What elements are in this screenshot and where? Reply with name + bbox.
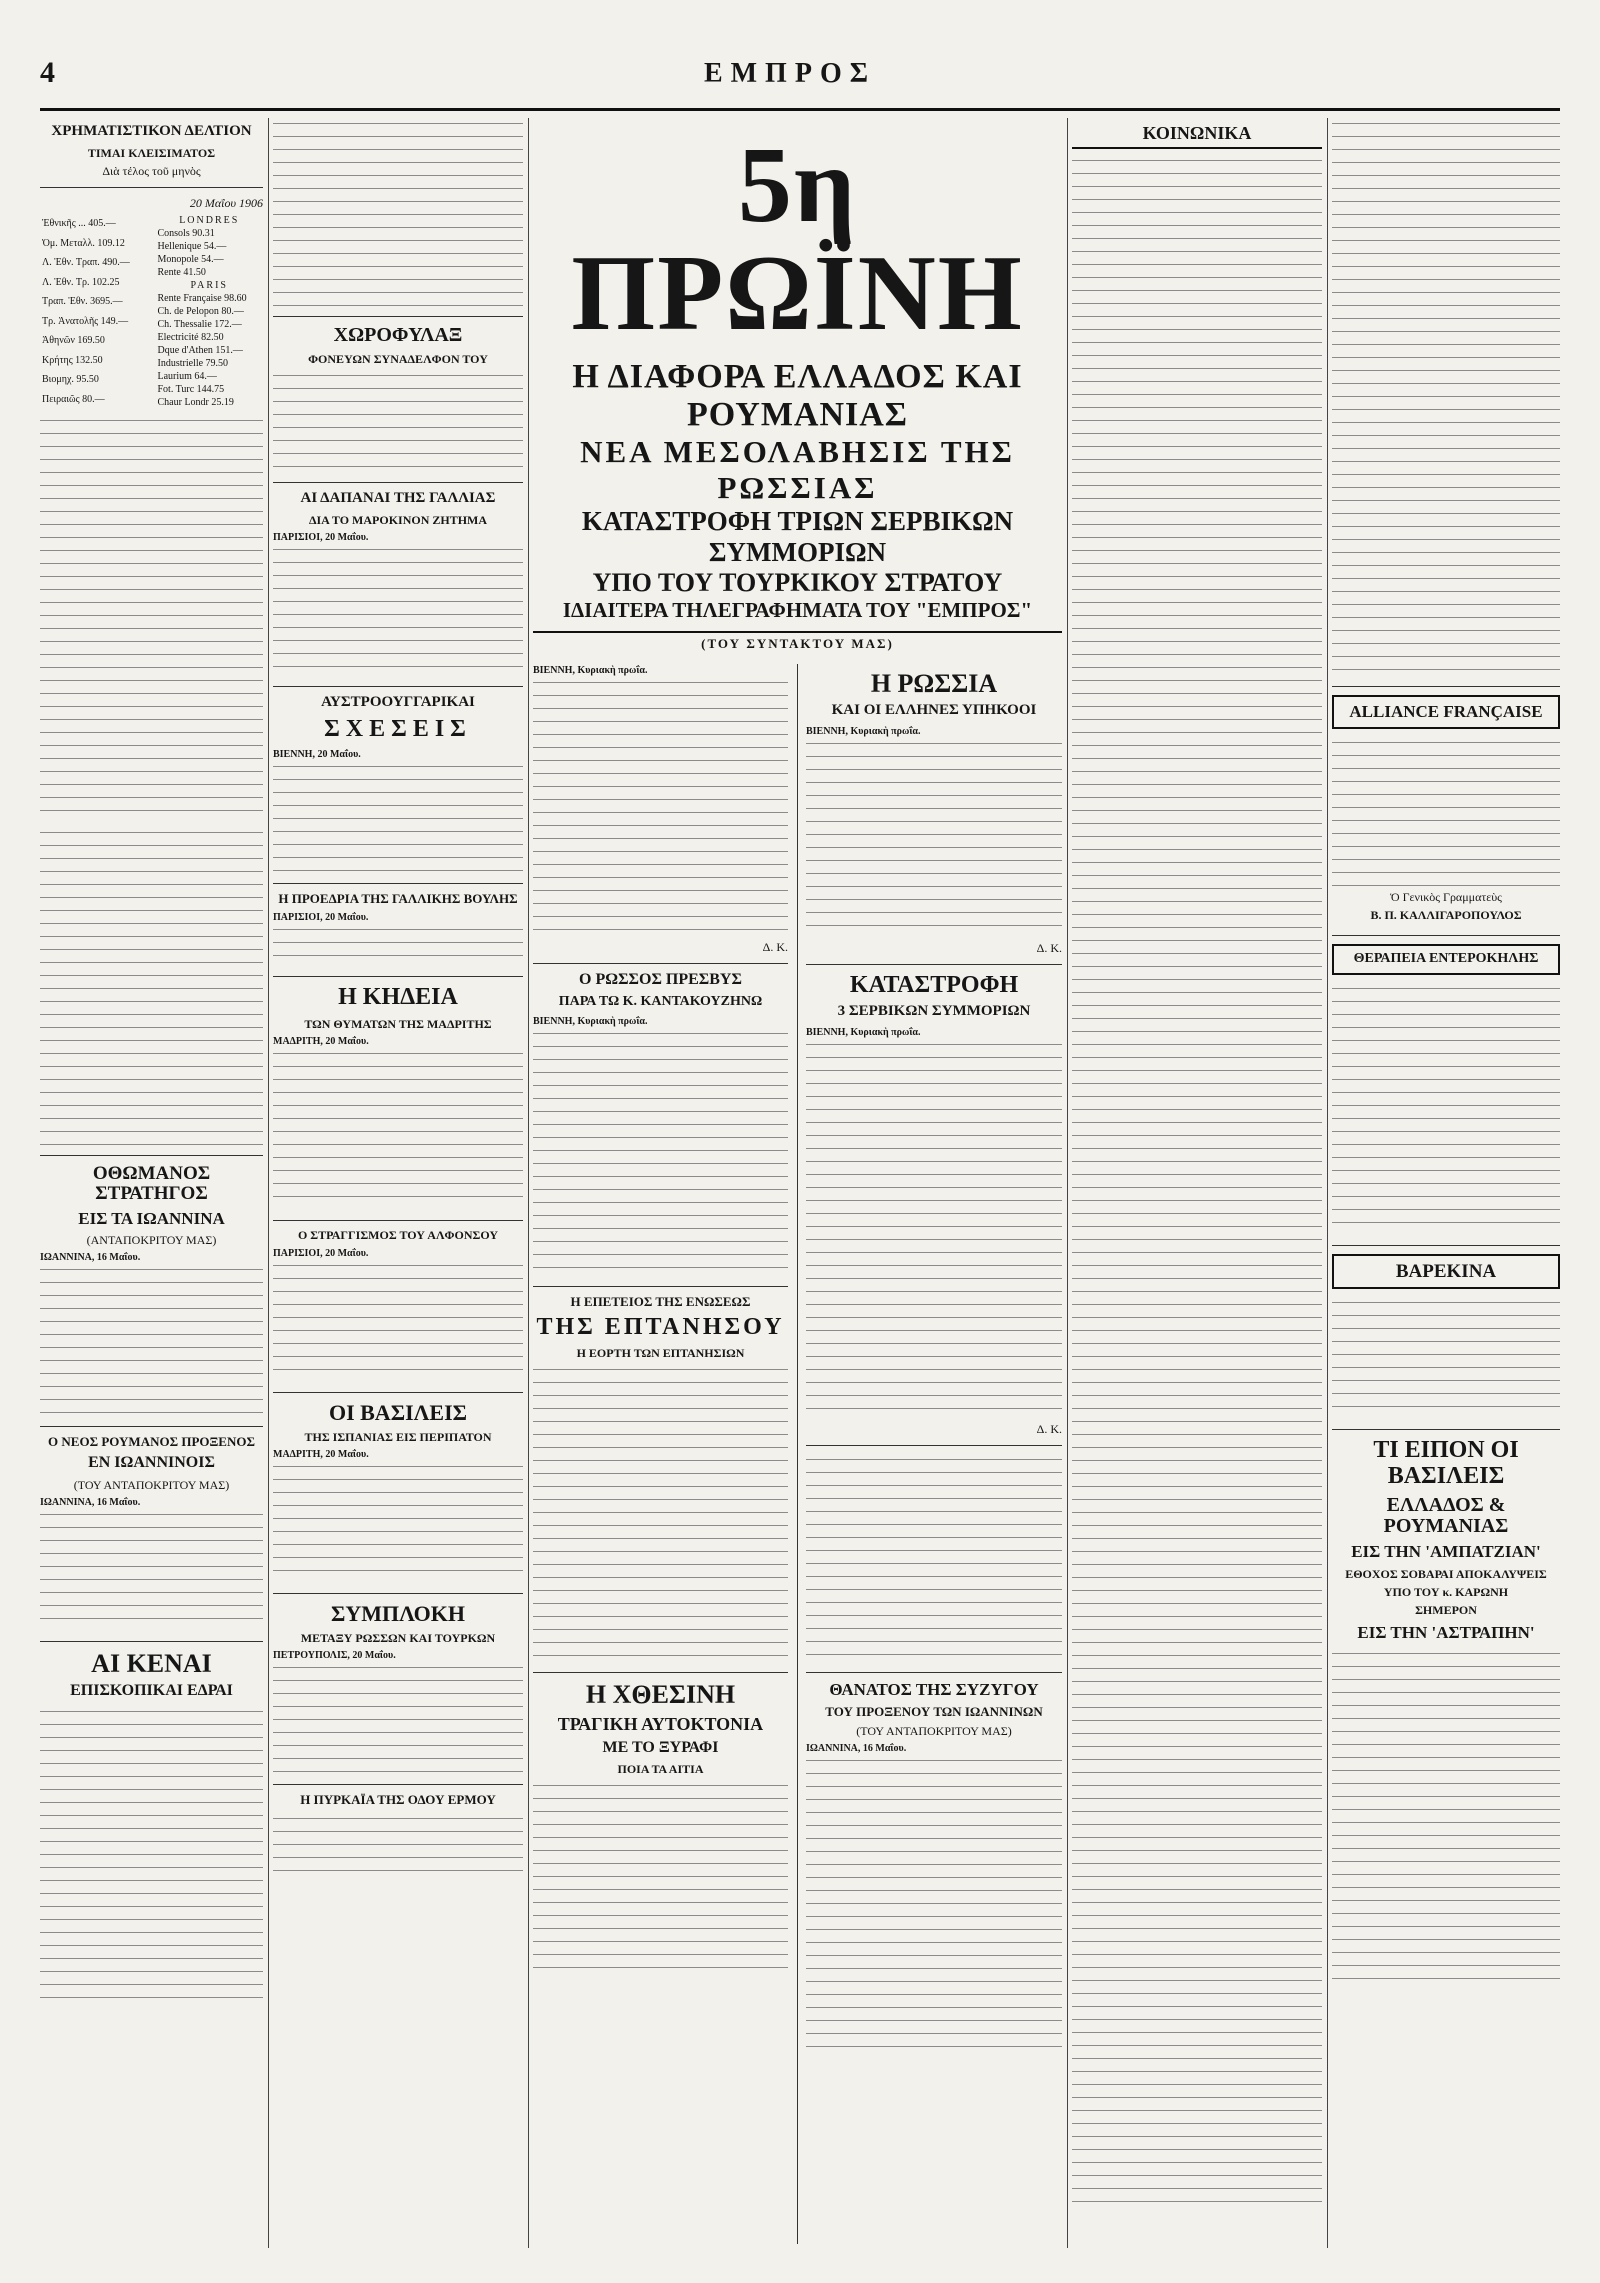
army-title: ΟΘΩΜΑΝΟΣ ΣΤΡΑΤΗΓΟΣ (92, 1162, 211, 1204)
parliament-article-text (40, 827, 263, 1147)
sees-subtitle: ΕΠΙΣΚΟΠΙΚΑΙ ΕΔΡΑΙ (70, 1682, 233, 1700)
bakery-text (1332, 1297, 1560, 1417)
center-right (806, 664, 1062, 2244)
suicide-subtitle: ΤΡΑΓΙΚΗ ΑΥΤΟΚΤΟΝΙΑ (557, 1713, 764, 1734)
bakery-notice (1332, 1254, 1560, 1418)
foreign-quotes (156, 214, 264, 409)
column-rule (797, 664, 798, 2244)
signature: Δ. Κ. (1036, 1421, 1062, 1436)
center-column (533, 118, 1062, 2248)
morocco-lead: ΠΑΡΙΣΙΟΙ, 20 Μαΐου. (273, 531, 369, 543)
guard-title: ΧΩΡΟΦΥΛΑΞ (333, 324, 463, 346)
market-title: ΧΡΗΜΑΤΙΣΤΙΚΟΝ ΔΕΛΤΙΟΝ (51, 123, 252, 139)
catastrophe-text (806, 1039, 1062, 1419)
alliance-sign-line: Ὁ Γενικὸς Γραμματεὺς (1390, 889, 1502, 904)
clash-subtitle: ΜΕΤΑΞΥ ΡΩΣΣΩΝ ΚΑΙ ΤΟΥΡΚΩΝ (300, 1631, 496, 1646)
romanian-subtitle: ΕΝ ΙΩΑΝΝΙΝΟΙΣ (88, 1454, 215, 1472)
kings-said-line-4: ΕΘΟΧΟΣ ΣΟΒΑΡΑΙ ΑΠΟΚΑΛΥΨΕΙΣ (1345, 1566, 1547, 1581)
column-rule (1067, 118, 1068, 2248)
page-number: 4 (40, 56, 55, 89)
quote-row: Πειραιῶς 80.— (42, 393, 105, 405)
center-subcolumns (533, 664, 1062, 2244)
kings-lead: ΜΑΔΡΙΤΗ, 20 Μαΐου. (273, 1449, 369, 1461)
austria-subtitle: ΣΧΕΣΕΙΣ (324, 715, 472, 742)
morocco-article (273, 491, 523, 674)
column-rule (528, 118, 529, 2248)
clash-text (273, 1662, 523, 1772)
fire-text (273, 1813, 523, 1873)
catastrophe-lead: ΒΙΕΝΝΗ, Κυριακὴ πρωΐα. (806, 1026, 921, 1038)
social-title: ΚΟΙΝΩΝΙΚΑ (1072, 124, 1322, 149)
army-byline: (ΑΝΤΑΠΟΚΡΙΤΟΥ ΜΑΣ) (86, 1233, 217, 1248)
kings-said-title: ΤΙ ΕΙΠΟΝ ΟΙ ΒΑΣΙΛΕΙΣ (1373, 1437, 1519, 1489)
kings-said-line-7: ΕΙΣ ΤΗΝ 'ΑΣΤΡΑΠΗΝ' (1357, 1622, 1535, 1642)
bakery-title: ΒΑΡΕΚΙΝΑ (1332, 1254, 1560, 1290)
anniversary-subtitle-2: Η ΕΟΡΤΗ ΤΩΝ ΕΠΤΑΝΗΣΙΩΝ (576, 1346, 745, 1361)
guard-subtitle: ΦΟΝΕΥΩΝ ΣΥΝΑΔΕΛΦΟΝ ΤΟΥ (308, 352, 488, 366)
alfonso-article (273, 1229, 523, 1381)
continued-text (806, 1454, 1062, 1664)
headline-2: ΝΕΑ ΜΕΣΟΛΑΒΗΣΙΣ ΤΗΣ ΡΩΣΣΙΑΣ (580, 434, 1015, 505)
sees-title: ΑΙ ΚΕΝΑΙ (91, 1648, 212, 1678)
morocco-title: ΑΙ ΔΑΠΑΝΑΙ ΤΗΣ ΓΑΛΛΙΑΣ (300, 490, 496, 506)
continued-article-text (273, 118, 523, 308)
austria-text (273, 761, 523, 871)
kings-title: ΟΙ ΒΑΣΙΛΕΙΣ (328, 1400, 468, 1426)
headline-1: Η ΔΙΑΦΟΡΑ ΕΛΛΑΔΟΣ ΚΑΙ ΡΟΥΜΑΝΙΑΣ (572, 358, 1023, 433)
alfonso-lead: ΠΑΡΙΣΙΟΙ, 20 Μαΐου. (273, 1248, 369, 1260)
column-2 (273, 118, 523, 2248)
market-subtitle-2: Διὰ τέλος τοῦ μηνὸς (102, 163, 201, 178)
quote-row: Τρ. Ἀνατολῆς 149.— (42, 315, 129, 327)
market-subtitle: ΤΙΜΑΙ ΚΛΕΙΣΙΜΑΤΟΣ (87, 145, 216, 160)
column-rule (268, 118, 269, 2248)
column-6 (1332, 118, 1560, 2248)
guard-text (273, 370, 523, 470)
catastrophe-subtitle: 3 ΣΕΡΒΙΚΩΝ ΣΥΜΜΟΡΙΩΝ (837, 1003, 1031, 1020)
sees-article (40, 1650, 263, 2006)
column-5 (1072, 118, 1322, 2248)
center-left (533, 664, 788, 2244)
funeral-text (273, 1048, 523, 1208)
quote-row: Λ. Ἐθν. Τρ. 102.25 (42, 276, 120, 288)
quote-row: Chaur Londr 25.19 (157, 396, 234, 408)
romanian-lead: ΙΩΑΝΝΙΝΑ, 16 Μαΐου. (40, 1496, 141, 1508)
column-rule (1327, 118, 1328, 2248)
russia-text (806, 738, 1062, 938)
quote-row: Ὀμ. Μεταλλ. 109.12 (42, 237, 125, 249)
kings-said-line-5: ΥΠΟ ΤΟΥ κ. ΚΑΡΩΝΗ (1383, 1584, 1509, 1599)
quote-row: Consols 90.31 (157, 227, 215, 239)
therapy-title: ΘΕΡΑΠΕΙΑ ΕΝΤΕΡΟΚΗΛΗΣ (1332, 944, 1560, 975)
suicide-text (533, 1780, 788, 1980)
suicide-subtitle-3: ΠΟΙΑ ΤΑ ΑΙΤΙΑ (617, 1762, 704, 1777)
death-byline: (ΤΟΥ ΑΝΤΑΠΟΚΡΙΤΟΥ ΜΑΣ) (856, 1724, 1012, 1739)
quote-row: Ἀθηνῶν 169.50 (42, 335, 105, 346)
quote-row: Ἐθνικῆς ... 405.— (42, 218, 116, 229)
fire-article (273, 1793, 523, 1873)
market-date: 20 Μαΐου 1906 (189, 195, 263, 210)
headline-3: ΚΑΤΑΣΤΡΟΦΗ ΤΡΙΩΝ ΣΕΡΒΙΚΩΝ ΣΥΜΜΟΡΙΩΝ (581, 506, 1014, 567)
kings-walk-article (273, 1401, 523, 1581)
envoy-lead: ΒΙΕΝΝΗ, Κυριακὴ πρωΐα. (533, 1016, 648, 1028)
sees-text (40, 1706, 263, 2006)
kings-said-notice (1332, 1438, 1560, 1987)
anniversary-subtitle: ΤΗΣ ΕΠΤΑΝΗΣΟΥ (536, 1314, 785, 1341)
army-subtitle: ΕΙΣ ΤΑ ΙΩΑΝΝΙΝΑ (78, 1208, 225, 1228)
edition-title: 5η ΠΡΩΪΝΗ (571, 126, 1024, 353)
funeral-title: Η ΚΗΔΕΙΑ (338, 984, 458, 1011)
market-commentary-text (40, 415, 263, 815)
quote-row: Dque d'Athen 151.— (157, 344, 243, 356)
romanian-title: Ο ΝΕΟΣ ΡΟΥΜΑΝΟΣ ΠΡΟΞΕΝΟΣ (48, 1434, 255, 1450)
fire-title: Η ΠΥΡΚΑΪΑ ΤΗΣ ΟΔΟΥ ΕΡΜΟΥ (300, 1792, 496, 1808)
quote-row: Fot. Turc 144.75 (157, 383, 225, 395)
russia-lead: ΒΙΕΝΝΗ, Κυριακὴ πρωΐα. (806, 726, 921, 738)
paper-name: ΕΜΠΡΟΣ (703, 58, 877, 89)
death-lead: ΙΩΑΝΝΙΝΑ, 16 Μαΐου. (806, 1743, 907, 1755)
vienna-text (533, 677, 788, 937)
quote-row: Ch. Thessalie 172.— (157, 318, 242, 330)
romanian-text (40, 1509, 263, 1629)
quote-row: Ch. de Pelopon 80.— (157, 305, 244, 317)
anniversary-title: Η ΕΠΕΤΕΙΟΣ ΤΗΣ ΕΝΩΣΕΩΣ (570, 1294, 751, 1310)
russia-title: Η ΡΩΣΣΙΑ (870, 669, 998, 698)
austria-lead: ΒΙΕΝΝΗ, 20 Μαΐου. (273, 748, 361, 760)
kings-subtitle: ΤΗΣ ΙΣΠΑΝΙΑΣ ΕΙΣ ΠΕΡΙΠΑΤΟΝ (304, 1430, 492, 1445)
alliance-sign-name: Β. Π. ΚΑΛΛΙΓΑΡΟΠΟΥΛΟΣ (1370, 907, 1522, 922)
suicide-subtitle-2: ΜΕ ΤΟ ΞΥΡΑΦΙ (602, 1738, 719, 1756)
masthead (40, 56, 1560, 111)
guard-article (273, 325, 523, 470)
envoy-title: Ο ΡΩΣΣΟΣ ΠΡΕΣΒΥΣ (579, 971, 742, 988)
alfonso-title: Ο ΣΤΡΑΓΓΙΣΜΟΣ ΤΟΥ ΑΛΦΟΝΣΟΥ (297, 1227, 499, 1242)
russia-subtitle: ΚΑΙ ΟΙ ΕΛΛΗΝΕΣ ΥΠΗΚΟΟΙ (831, 702, 1037, 719)
death-subtitle: ΤΟΥ ΠΡΟΞΕΝΟΥ ΤΩΝ ΙΩΑΝΝΙΝΩΝ (825, 1703, 1043, 1719)
quote-row: Τραπ. Ἐθν. 3695.— (42, 296, 123, 307)
column-1 (40, 118, 263, 2248)
death-text (806, 1755, 1062, 2055)
kings-said-line-6: ΣΗΜΕΡΟΝ (1415, 1602, 1477, 1617)
quote-row: Laurium 64.— (157, 370, 217, 382)
french-parl-title: Η ΠΡΟΕΔΡΙΑ ΤΗΣ ΓΑΛΛΙΚΗΣ ΒΟΥΛΗΣ (278, 890, 518, 906)
romanian-consul-article (40, 1435, 263, 1628)
city-label: LONDRES (179, 214, 240, 226)
alliance-title: ALLIANCE FRANÇAISE (1332, 695, 1560, 729)
army-article (40, 1164, 263, 1415)
funeral-article (273, 985, 523, 1207)
vienna-lead: ΒΙΕΝΝΗ, Κυριακὴ πρωΐα. (533, 665, 648, 676)
envoy-subtitle: ΠΑΡΑ ΤΩ Κ. ΚΑΝΤΑΚΟΥΖΗΝΩ (558, 993, 763, 1009)
quote-row: Rente Française 98.60 (157, 292, 247, 304)
quote-row: Hellenique 54.— (157, 240, 227, 252)
kings-said-line-3: ΕΙΣ ΤΗΝ 'ΑΜΠΑΤΖΙΑΝ' (1351, 1541, 1541, 1561)
army-text (40, 1264, 263, 1414)
morocco-text (273, 544, 523, 674)
austria-title: ΑΥΣΤΡΟΟΥΓΓΑΡΙΚΑΙ (321, 693, 475, 710)
alfonso-text (273, 1260, 523, 1380)
quote-row: Industrielle 79.50 (157, 357, 229, 369)
clash-article (273, 1602, 523, 1772)
market-report (40, 124, 263, 815)
austria-article (273, 695, 523, 871)
headline-4: ΥΠΟ ΤΟΥ ΤΟΥΡΚΙΚΟΥ ΣΤΡΑΤΟΥ (592, 568, 1003, 597)
funeral-lead: ΜΑΔΡΙΤΗ, 20 Μαΐου. (273, 1035, 369, 1047)
signature: Δ. Κ. (1036, 941, 1062, 956)
death-title: ΘΑΝΑΤΟΣ ΤΗΣ ΣΥΖΥΓΟΥ (829, 1679, 1039, 1699)
french-parl-lead: ΠΑΡΙΣΙΟΙ, 20 Μαΐου. (273, 912, 369, 924)
signature: Δ. Κ. (762, 940, 788, 954)
classifieds-text (1332, 1648, 1560, 1988)
quote-row: Electricité 82.50 (157, 331, 224, 343)
french-parliament-article (273, 892, 523, 965)
city-label: PARIS (190, 279, 228, 291)
headline-6: (ΤΟΥ ΣΥΝΤΑΚΤΟΥ ΜΑΣ) (701, 636, 894, 651)
alliance-notice (1332, 695, 1560, 923)
kings-said-subtitle: ΕΛΛΑΔΟΣ & ΡΟΥΜΑΝΙΑΣ (1383, 1493, 1509, 1537)
athens-quotes (40, 214, 148, 409)
clash-title: ΣΥΜΠΛΟΚΗ (331, 1601, 465, 1627)
envoy-text (533, 1028, 788, 1278)
therapy-text (1332, 983, 1560, 1233)
quote-tables (40, 214, 263, 409)
headline-5: ΙΔΙΑΙΤΕΡΑ ΤΗΛΕΓΡΑΦΗΜΑΤΑ ΤΟΥ "ΕΜΠΡΟΣ" (533, 598, 1062, 633)
french-parl-text (273, 924, 523, 964)
quote-row: Κρήτης 132.50 (42, 354, 103, 366)
anniversary-text (533, 1364, 788, 1664)
morocco-subtitle: ΔΙΑ ΤΟ ΜΑΡΟΚΙΝΟΝ ΖΗΤΗΜΑ (308, 512, 488, 527)
catastrophe-title: ΚΑΤΑΣΤΡΟΦΗ (849, 972, 1019, 999)
medical-notice-text (1332, 118, 1560, 678)
funeral-subtitle: ΤΩΝ ΘΥΜΑΤΩΝ ΤΗΣ ΜΑΔΡΙΤΗΣ (304, 1016, 492, 1031)
therapy-notice (1332, 944, 1560, 1233)
army-lead: ΙΩΑΝΝΙΝΑ, 16 Μαΐου. (40, 1252, 141, 1264)
alliance-text (1332, 737, 1560, 887)
quote-row: Monopole 54.— (157, 253, 224, 265)
quote-row: Λ. Ἐθν. Τραπ. 490.— (42, 257, 130, 268)
quote-row: Rente 41.50 (157, 266, 206, 278)
suicide-title: Η ΧΘΕΣΙΝΗ (585, 1680, 736, 1710)
romanian-byline: (ΤΟΥ ΑΝΤΑΠΟΚΡΙΤΟΥ ΜΑΣ) (73, 1477, 230, 1492)
quote-row: Βιομηχ. 95.50 (42, 374, 99, 385)
kings-text (273, 1461, 523, 1581)
social-text (1072, 155, 1322, 2205)
clash-lead: ΠΕΤΡΟΥΠΟΛΙΣ, 20 Μαΐου. (273, 1650, 396, 1662)
